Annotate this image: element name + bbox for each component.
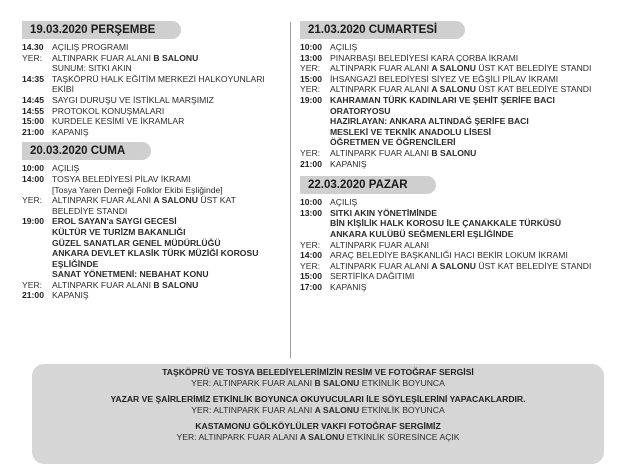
event-text bbox=[330, 95, 606, 106]
schedule-row bbox=[300, 208, 606, 219]
time-label: 15:00 bbox=[22, 116, 44, 127]
day-header: 19.03.2020 PERŞEMBE bbox=[22, 21, 181, 39]
exhibition-title: TAŞKÖPRÜ VE TOSYA BELEDİYELERİMİZİN RESİM VE FOTOĞRAF SERGİSİ bbox=[162, 367, 474, 377]
time-label: 10:00 bbox=[300, 197, 322, 208]
schedule-row bbox=[22, 42, 284, 53]
schedule-row bbox=[22, 95, 284, 106]
text: PINARBAŞI BELEDİYESİ KARA ÇORBA İKRAMI bbox=[330, 52, 519, 63]
schedule-row bbox=[300, 218, 606, 229]
text: YER: ALTINPARK FUAR ALANI bbox=[176, 432, 300, 442]
schedule-row bbox=[300, 197, 606, 208]
schedule-row bbox=[300, 250, 606, 261]
event-text bbox=[52, 53, 284, 64]
text: ALTINPARK FUAR ALANI bbox=[330, 147, 432, 158]
text: SERTİFİKA DAĞITIMI bbox=[330, 271, 415, 282]
time-label: 14:35 bbox=[22, 73, 44, 84]
day-19 bbox=[22, 20, 284, 137]
time-label bbox=[300, 116, 330, 127]
event-text bbox=[52, 227, 284, 238]
schedule-row bbox=[300, 53, 606, 64]
time-label: 10:00 bbox=[22, 163, 44, 174]
schedule-row bbox=[22, 290, 284, 301]
event-text bbox=[330, 197, 606, 208]
exhibition-location bbox=[32, 432, 604, 443]
bold-text: BİN KİŞİLİK HALK KOROSU İLE ÇANAKKALE TÜRKÜSÜ bbox=[330, 218, 562, 229]
bold-text: A SALONU bbox=[431, 63, 476, 74]
time-label: 14:00 bbox=[300, 250, 322, 261]
text: AÇILIŞ PROGRAMI bbox=[52, 42, 129, 52]
time-label: 14:45 bbox=[22, 94, 44, 105]
time-label bbox=[22, 227, 52, 238]
bold-text: A SALONU bbox=[153, 195, 198, 206]
text: ALTINPARK FUAR ALANI bbox=[330, 260, 432, 271]
text: ETKİNLİK BOYUNCA bbox=[359, 378, 445, 388]
text: PROTOKOL KONUŞMALARI bbox=[52, 105, 165, 116]
rows bbox=[22, 163, 284, 301]
event-text bbox=[330, 137, 606, 148]
text: ARAÇ BELEDİYE BAŞKANLIĞI HACI BEKİR LOKUM İKRAMI bbox=[330, 250, 568, 261]
schedule-row bbox=[22, 106, 284, 117]
time-label bbox=[22, 206, 52, 217]
exhibition-title: KASTAMONU GÖLKÖYLÜLER VAKFI FOTOĞRAF SERGİMİZ bbox=[195, 421, 441, 431]
text: AÇILIŞ bbox=[52, 163, 80, 174]
text: YER: ALTINPARK FUAR ALANI bbox=[191, 405, 315, 415]
text: ALTINPARK FUAR ALANI bbox=[330, 63, 432, 74]
schedule-row bbox=[22, 216, 284, 227]
schedule-row bbox=[300, 159, 606, 170]
location-label: YER: bbox=[300, 260, 321, 271]
time-label bbox=[22, 238, 52, 249]
schedule-row bbox=[22, 248, 284, 269]
schedule-row bbox=[300, 137, 606, 148]
event-text bbox=[52, 216, 284, 227]
text: ETKİNLİK BOYUNCA bbox=[359, 405, 445, 415]
schedule-row bbox=[300, 282, 606, 293]
text: KAPANIŞ bbox=[52, 290, 89, 301]
event-text bbox=[330, 218, 606, 229]
text: ÜST KAT BELEDİYE STANDI bbox=[475, 63, 592, 74]
schedule-row bbox=[22, 269, 284, 280]
time-label bbox=[22, 269, 52, 280]
time-label: 13:00 bbox=[300, 52, 322, 63]
bold-text: MESLEKİ VE TEKNİK ANADOLU LİSESİ bbox=[330, 126, 492, 137]
location-label: YER: bbox=[22, 195, 43, 206]
event-text bbox=[330, 282, 606, 293]
time-label bbox=[22, 63, 52, 74]
schedule-row bbox=[22, 163, 284, 174]
text: ÜST KAT BELEDİYE STANDI bbox=[475, 260, 592, 271]
time-label: 19:00 bbox=[300, 94, 322, 105]
location-label: YER: bbox=[300, 239, 321, 250]
schedule-row bbox=[300, 127, 606, 138]
bold-text: SANAT YÖNETMENİ: NEBAHAT KONU bbox=[52, 269, 209, 280]
event-text bbox=[52, 280, 284, 291]
schedule-row bbox=[22, 195, 284, 206]
event-text bbox=[52, 42, 284, 53]
event-text bbox=[330, 53, 606, 64]
event-text bbox=[52, 248, 284, 269]
text: ALTINPARK FUAR ALANI bbox=[330, 84, 432, 95]
location-label: YER: bbox=[300, 63, 321, 74]
schedule-row bbox=[300, 106, 606, 117]
text: ÜST KAT BELEDİYE STANDI bbox=[475, 84, 592, 95]
schedule-row bbox=[300, 63, 606, 74]
time-label: 15:00 bbox=[300, 73, 322, 84]
text: BELEDİYE STANDI bbox=[52, 205, 128, 216]
bold-text: A SALONU bbox=[431, 260, 476, 271]
day-header: 21.03.2020 CUMARTESİ bbox=[300, 21, 465, 39]
text: KAPANIŞ bbox=[330, 281, 367, 292]
bold-text: EROL SAYAN'a SAYGI GECESİ bbox=[52, 216, 177, 227]
exhibitions-box bbox=[32, 364, 604, 464]
time-label: 21:00 bbox=[22, 290, 44, 301]
text: ALTINPARK FUAR ALANI bbox=[52, 195, 154, 206]
event-text bbox=[52, 206, 284, 217]
event-text bbox=[52, 106, 284, 117]
schedule-row bbox=[22, 116, 284, 127]
event-text bbox=[52, 74, 284, 95]
text: SUNUM: SITKI AKIN bbox=[52, 63, 132, 74]
schedule-row bbox=[300, 240, 606, 251]
event-text bbox=[52, 195, 284, 206]
event-text bbox=[330, 106, 606, 117]
location-label: YER: bbox=[22, 52, 43, 63]
text: TAŞKÖPRÜ HALK EĞİTİM MERKEZİ HALKOYUNLARI EKİBİ bbox=[52, 73, 265, 95]
exhibitions-list bbox=[32, 364, 604, 443]
schedule-row bbox=[22, 280, 284, 291]
text: TOSYA BELEDİYESİ PİLAV İKRAMI bbox=[52, 173, 191, 184]
event-text bbox=[52, 269, 284, 280]
text: KAPANIŞ bbox=[330, 158, 367, 169]
event-text bbox=[330, 208, 606, 219]
text: ALTINPARK FUAR ALANI bbox=[52, 52, 154, 63]
text: SAYGI DURUŞU VE İSTİKLAL MARŞIMIZ bbox=[52, 94, 214, 105]
schedule-row bbox=[22, 74, 284, 95]
time-label: 21:00 bbox=[22, 126, 44, 137]
time-label bbox=[300, 106, 330, 117]
day-header: 22.03.2020 PAZAR bbox=[300, 176, 436, 194]
event-text bbox=[330, 271, 606, 282]
event-text bbox=[330, 159, 606, 170]
schedule-row bbox=[300, 261, 606, 272]
event-text bbox=[330, 261, 606, 272]
exhibition-location bbox=[32, 405, 604, 416]
time-label: 14.30 bbox=[22, 42, 44, 52]
column-divider bbox=[290, 22, 291, 358]
text: YER: ALTINPARK FUAR ALANI bbox=[191, 378, 315, 388]
time-label bbox=[300, 137, 330, 148]
schedule-row bbox=[300, 148, 606, 159]
right-column bbox=[300, 20, 606, 296]
text: ÜST KAT bbox=[197, 195, 236, 206]
bold-text: B SALONU bbox=[153, 52, 199, 63]
schedule-row bbox=[300, 84, 606, 95]
event-text bbox=[52, 127, 284, 138]
location-label: YER: bbox=[300, 84, 321, 95]
event-text bbox=[330, 84, 606, 95]
bold-text: A SALONU bbox=[431, 84, 476, 95]
schedule-row bbox=[300, 95, 606, 106]
bold-text: ANKARA KULÜBÜ SEĞMENLERİ EŞLİĞİNDE bbox=[330, 228, 514, 239]
event-text bbox=[52, 174, 284, 185]
event-text bbox=[330, 229, 606, 240]
bold-text: B SALONU bbox=[153, 279, 199, 290]
time-label: 17:00 bbox=[300, 281, 322, 292]
text: AÇILIŞ bbox=[330, 42, 358, 52]
event-text bbox=[52, 290, 284, 301]
time-label: 15:00 bbox=[300, 271, 322, 282]
bold-text: B SALONU bbox=[314, 378, 360, 388]
time-label bbox=[300, 218, 330, 229]
exhibition-location bbox=[32, 378, 604, 389]
schedule-row bbox=[22, 174, 284, 185]
exhibition-item bbox=[32, 367, 604, 389]
day-20 bbox=[22, 141, 284, 301]
schedule-row bbox=[22, 63, 284, 74]
bold-text: ANKARA DEVLET KLASİK TÜRK MÜZİĞİ KOROSU EŞLİĞİNDE bbox=[52, 248, 259, 269]
event-text bbox=[330, 74, 606, 85]
time-label: 21:00 bbox=[300, 158, 322, 169]
time-label: 14:55 bbox=[22, 105, 44, 116]
location-label: YER: bbox=[22, 279, 43, 290]
event-text bbox=[330, 63, 606, 74]
schedule-row bbox=[22, 227, 284, 238]
event-text bbox=[330, 42, 606, 53]
schedule-row bbox=[300, 116, 606, 127]
bold-text: GÜZEL SANATLAR GENEL MÜDÜRLÜĞÜ bbox=[52, 237, 221, 248]
schedule-row bbox=[300, 42, 606, 53]
text: ALTINPARK FUAR ALANI bbox=[52, 279, 154, 290]
exhibition-item bbox=[32, 394, 604, 416]
event-text bbox=[330, 250, 606, 261]
day-21 bbox=[300, 20, 606, 169]
text: KAPANIŞ bbox=[52, 126, 89, 137]
bold-text: KAHRAMAN TÜRK KADINLARI VE ŞEHİT ŞERİFE BACI bbox=[330, 94, 555, 105]
time-label bbox=[300, 127, 330, 138]
bold-text: B SALONU bbox=[431, 147, 477, 158]
left-column bbox=[22, 20, 284, 305]
schedule-row bbox=[22, 127, 284, 138]
bold-text: HAZIRLAYAN: ANKARA ALTINDAĞ ŞERİFE BACI bbox=[330, 116, 529, 127]
schedule-row bbox=[22, 238, 284, 249]
event-text bbox=[330, 116, 606, 127]
rows bbox=[300, 197, 606, 292]
bold-text: ORATORYOSU bbox=[330, 105, 391, 116]
location-label: YER: bbox=[300, 147, 321, 158]
schedule-row bbox=[300, 229, 606, 240]
text: ALTINPARK FUAR ALANI bbox=[330, 239, 430, 250]
time-label: 13:00 bbox=[300, 207, 322, 218]
bold-text: A SALONU bbox=[299, 432, 345, 442]
text: İHSANGAZİ BELEDİYESİ SİYEZ VE EĞŞİLİ PİLAV İKRAMI bbox=[330, 73, 559, 84]
event-text bbox=[52, 163, 284, 174]
schedule-row bbox=[300, 271, 606, 282]
bold-text: SITKI AKIN YÖNETİMİNDE bbox=[330, 207, 437, 218]
event-text bbox=[52, 95, 284, 106]
event-text bbox=[330, 148, 606, 159]
day-22 bbox=[300, 175, 606, 292]
exhibition-title: YAZAR VE ŞAİRLERİMİZ ETKİNLİK BOYUNCA OKUYUCULARI İLE SÖYLEŞİLERİNİ YAPACAKLARDIR. bbox=[110, 394, 526, 404]
event-text bbox=[52, 238, 284, 249]
time-label bbox=[22, 185, 52, 196]
bold-text: KÜLTÜR VE TURİZM BAKANLIĞI bbox=[52, 226, 186, 237]
rows bbox=[22, 42, 284, 137]
time-label: 14:00 bbox=[22, 173, 44, 184]
text: KURDELE KESİMİ VE İKRAMLAR bbox=[52, 116, 185, 127]
schedule-row bbox=[22, 185, 284, 196]
event-text bbox=[52, 185, 284, 196]
schedule-row bbox=[22, 206, 284, 217]
time-label: 10:00 bbox=[300, 42, 322, 52]
time-label bbox=[300, 229, 330, 240]
event-text bbox=[330, 127, 606, 138]
text: [Tosya Yaren Derneği Folklor Ekibi Eşliğinde] bbox=[52, 184, 223, 195]
text: ETKİNLİK SÜRESİNCE AÇIK bbox=[344, 432, 460, 442]
schedule-row bbox=[22, 53, 284, 64]
event-text bbox=[52, 63, 284, 74]
bold-text: ÖĞRETMEN VE ÖĞRENCİLERİ bbox=[330, 137, 456, 148]
event-text bbox=[52, 116, 284, 127]
bold-text: A SALONU bbox=[314, 405, 360, 415]
text: AÇILIŞ bbox=[330, 197, 358, 208]
exhibition-item bbox=[32, 421, 604, 443]
time-label: 19:00 bbox=[22, 216, 44, 227]
schedule-row bbox=[300, 74, 606, 85]
time-label bbox=[22, 248, 52, 269]
day-header: 20.03.2020 CUMA bbox=[22, 142, 151, 160]
rows bbox=[300, 42, 606, 169]
event-text bbox=[330, 240, 606, 251]
